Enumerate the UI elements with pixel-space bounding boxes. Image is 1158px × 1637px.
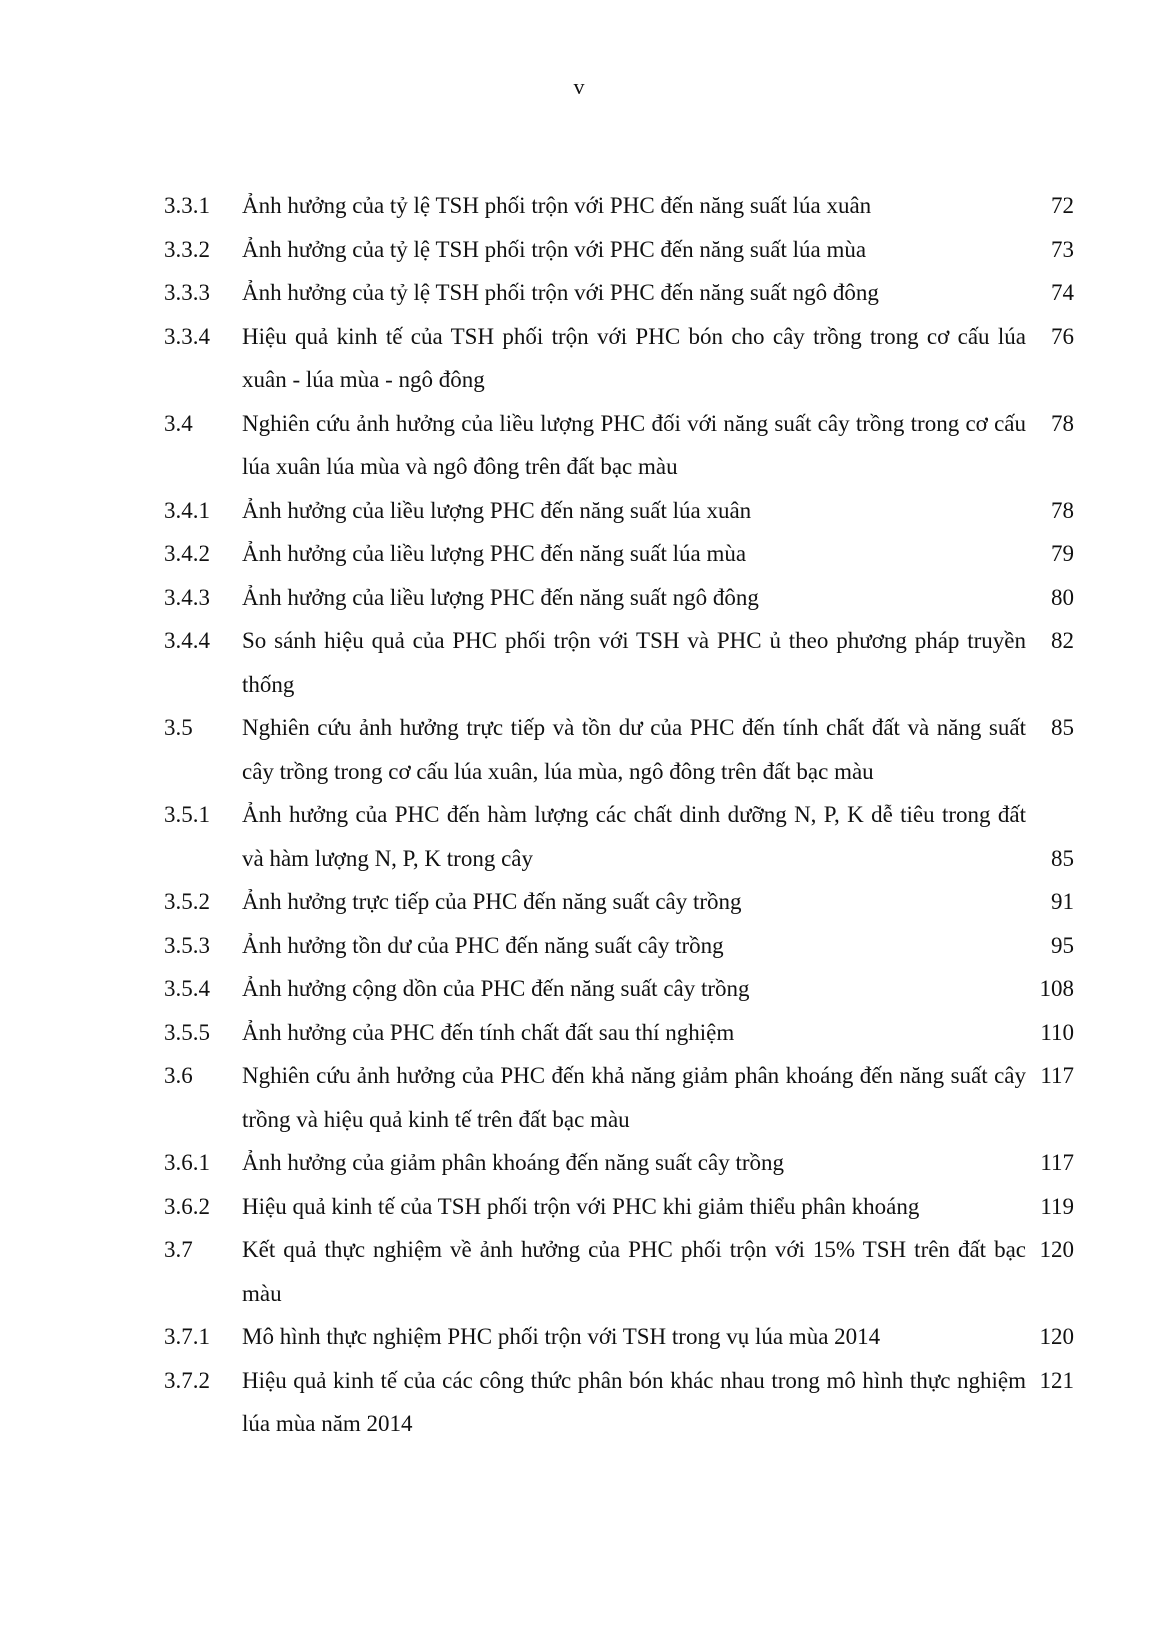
toc-entry-number: 3.5.5 bbox=[164, 1019, 210, 1045]
toc-entry-page: 72 bbox=[1051, 193, 1074, 218]
toc-entry-3-6-2 bbox=[164, 1185, 1074, 1229]
toc-entry-page: 117 bbox=[1040, 1063, 1074, 1088]
toc-entry-3-6 bbox=[164, 1054, 1074, 1141]
toc-entry-title: Nghiên cứu ảnh hưởng trực tiếp và tồn dư của PHC đến tính chất đất và năng suất cây trồng trong cơ cấu lúa xuân, lúa mùa, ngô đông trên đất bạc màu bbox=[242, 715, 1026, 784]
toc-entry-3-3-3 bbox=[164, 271, 1074, 315]
toc-entry-number: 3.4.1 bbox=[164, 497, 210, 523]
toc-entry-number: 3.3.1 bbox=[164, 193, 210, 218]
toc-entry-3-5-4 bbox=[164, 967, 1074, 1011]
toc-entry-page: 74 bbox=[1051, 280, 1074, 305]
toc-entry-page: 78 bbox=[1051, 410, 1074, 436]
toc-entry-title: Ảnh hưởng của PHC đến hàm lượng các chất dinh dưỡng N, P, K dễ tiêu trong đất và hàm lượng N, P, K trong cây bbox=[242, 802, 1026, 871]
toc-entry-page: 91 bbox=[1051, 889, 1074, 914]
toc-entry-3-3-4 bbox=[164, 315, 1074, 402]
toc-entry-number: 3.6 bbox=[164, 1063, 193, 1088]
toc-entry-3-5 bbox=[164, 706, 1074, 793]
toc-entry-3-4-4 bbox=[164, 619, 1074, 706]
toc-entry-title: Nghiên cứu ảnh hưởng của liều lượng PHC đối với năng suất cây trồng trong cơ cấu lúa xuân lúa mùa và ngô đông trên đất bạc màu bbox=[242, 410, 1026, 479]
toc-entry-title: Hiệu quả kinh tế của các công thức phân bón khác nhau trong mô hình thực nghiệm lúa mùa năm 2014 bbox=[242, 1367, 1026, 1436]
toc-entry-3-4-1 bbox=[164, 489, 1074, 533]
toc-entry-title: Ảnh hưởng của liều lượng PHC đến năng suất lúa xuân bbox=[242, 497, 752, 523]
toc-entry-number: 3.3.4 bbox=[164, 323, 210, 349]
toc-entry-number: 3.7.2 bbox=[164, 1367, 210, 1393]
toc-entry-3-4-3 bbox=[164, 576, 1074, 620]
toc-entry-page: 108 bbox=[1039, 976, 1074, 1001]
toc-entry-title: Ảnh hưởng trực tiếp của PHC đến năng suất cây trồng bbox=[242, 889, 742, 914]
toc-entry-3-5-5 bbox=[164, 1011, 1074, 1055]
toc-entry-title: Ảnh hưởng của liều lượng PHC đến năng suất lúa mùa bbox=[242, 541, 747, 566]
toc-entry-page: 117 bbox=[1040, 1150, 1074, 1175]
toc-entry-page: 120 bbox=[1039, 1324, 1074, 1349]
toc-entry-title: Ảnh hưởng của giảm phân khoáng đến năng suất cây trồng bbox=[242, 1150, 784, 1175]
toc-entry-title: Ảnh hưởng của liều lượng PHC đến năng suất ngô đông bbox=[242, 584, 759, 610]
toc-entry-3-7 bbox=[164, 1228, 1074, 1315]
toc-entry-title: Ảnh hưởng của tỷ lệ TSH phối trộn với PHC đến năng suất ngô đông bbox=[242, 280, 879, 305]
toc-entry-number: 3.5 bbox=[164, 715, 193, 740]
toc-entry-page: 76 bbox=[1051, 323, 1074, 349]
toc-entry-3-7-1 bbox=[164, 1315, 1074, 1359]
toc-entry-number: 3.6.1 bbox=[164, 1150, 210, 1175]
toc-entry-3-5-2 bbox=[164, 880, 1074, 924]
toc-entry-3-6-1 bbox=[164, 1141, 1074, 1185]
toc-entry-3-7-2 bbox=[164, 1359, 1074, 1446]
toc-entry-3-3-2 bbox=[164, 228, 1074, 272]
toc-entry-page: 95 bbox=[1051, 932, 1074, 958]
toc-entry-3-5-1 bbox=[164, 793, 1074, 880]
table-of-contents bbox=[164, 184, 1074, 1446]
toc-entry-number: 3.3.3 bbox=[164, 280, 210, 305]
toc-entry-title: Ảnh hưởng của PHC đến tính chất đất sau thí nghiệm bbox=[242, 1019, 735, 1045]
toc-entry-page: 110 bbox=[1040, 1019, 1074, 1045]
toc-entry-page: 78 bbox=[1051, 497, 1074, 523]
toc-entry-3-5-3 bbox=[164, 924, 1074, 968]
toc-entry-number: 3.5.2 bbox=[164, 889, 210, 914]
toc-entry-number: 3.7.1 bbox=[164, 1324, 210, 1349]
toc-entry-title: So sánh hiệu quả của PHC phối trộn với TSH và PHC ủ theo phương pháp truyền thống bbox=[242, 628, 1026, 697]
toc-entry-title: Ảnh hưởng của tỷ lệ TSH phối trộn với PHC đến năng suất lúa xuân bbox=[242, 193, 872, 218]
page-number: v bbox=[573, 74, 585, 99]
toc-entry-number: 3.4.2 bbox=[164, 541, 210, 566]
toc-entry-page: 80 bbox=[1051, 584, 1074, 610]
toc-entry-page: 85 bbox=[1051, 845, 1074, 871]
toc-entry-page: 120 bbox=[1039, 1237, 1074, 1262]
toc-entry-3-4-2 bbox=[164, 532, 1074, 576]
toc-entry-number: 3.5.4 bbox=[164, 976, 210, 1001]
toc-entry-3-4 bbox=[164, 402, 1074, 489]
toc-entry-page: 73 bbox=[1051, 236, 1074, 262]
toc-entry-page: 82 bbox=[1051, 628, 1074, 653]
toc-entry-title: Ảnh hưởng cộng dồn của PHC đến năng suất cây trồng bbox=[242, 976, 750, 1001]
toc-entry-3-3-1 bbox=[164, 184, 1074, 228]
toc-entry-title: Nghiên cứu ảnh hưởng của PHC đến khả năng giảm phân khoáng đến năng suất cây trồng và hiệu quả kinh tế trên đất bạc màu bbox=[242, 1063, 1026, 1132]
toc-entry-title: Mô hình thực nghiệm PHC phối trộn với TSH trong vụ lúa mùa 2014 bbox=[242, 1324, 881, 1349]
toc-entry-page: 79 bbox=[1051, 541, 1074, 566]
toc-entry-title: Hiệu quả kinh tế của TSH phối trộn với PHC bón cho cây trồng trong cơ cấu lúa xuân - lúa mùa - ngô đông bbox=[242, 323, 1026, 392]
toc-entry-title: Hiệu quả kinh tế của TSH phối trộn với PHC khi giảm thiểu phân khoáng bbox=[242, 1193, 920, 1219]
toc-entry-page: 121 bbox=[1039, 1367, 1074, 1393]
toc-entry-page: 119 bbox=[1040, 1193, 1074, 1219]
toc-entry-number: 3.4 bbox=[164, 410, 193, 436]
toc-entry-number: 3.3.2 bbox=[164, 236, 210, 262]
toc-entry-number: 3.6.2 bbox=[164, 1193, 210, 1219]
toc-entry-number: 3.5.3 bbox=[164, 932, 210, 958]
toc-entry-number: 3.4.4 bbox=[164, 628, 210, 653]
toc-entry-number: 3.5.1 bbox=[164, 802, 210, 827]
toc-entry-page: 85 bbox=[1051, 715, 1074, 740]
toc-entry-number: 3.7 bbox=[164, 1237, 193, 1262]
toc-entry-title: Kết quả thực nghiệm về ảnh hưởng của PHC phối trộn với 15% TSH trên đất bạc màu bbox=[242, 1237, 1026, 1306]
toc-entry-title: Ảnh hưởng của tỷ lệ TSH phối trộn với PHC đến năng suất lúa mùa bbox=[242, 236, 867, 262]
toc-entry-number: 3.4.3 bbox=[164, 584, 210, 610]
toc-entry-title: Ảnh hưởng tồn dư của PHC đến năng suất cây trồng bbox=[242, 932, 724, 958]
